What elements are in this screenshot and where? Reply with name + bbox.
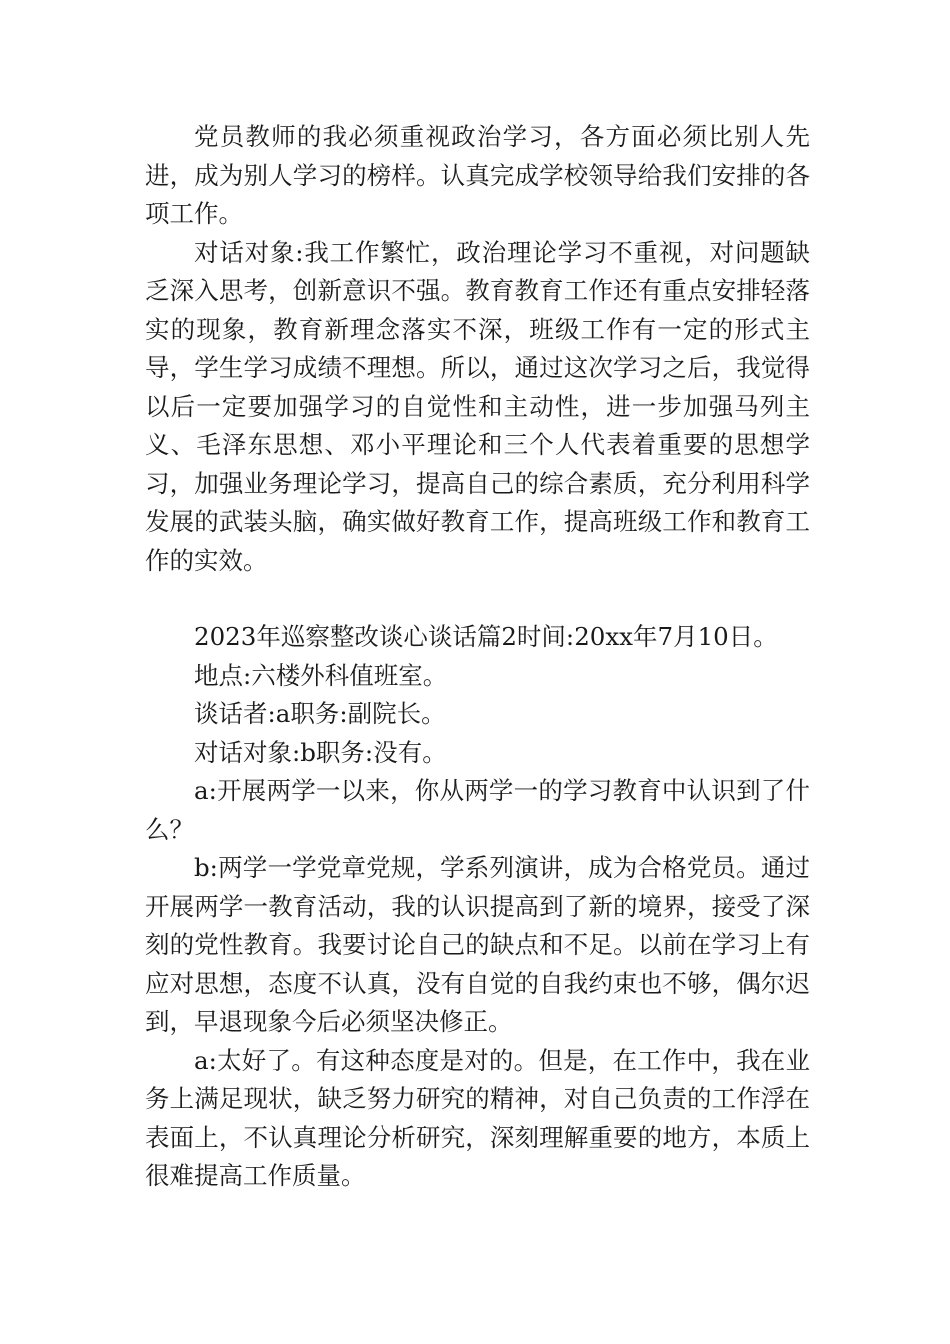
paragraph: b:两学一学党章党规，学系列演讲，成为合格党员。通过开展两学一教育活动，我的认识提高到了新的境界，接受了深刻的党性教育。我要讨论自己的缺点和不足。以前在学习上有应对思想，态度不认真，没有自觉的自我约束也不够，偶尔迟到，早退现象今后必须坚决修正。	[145, 853, 810, 1036]
section-heading-line: 2023年巡察整改谈心谈话篇2时间:20xx年7月10日。	[194, 622, 778, 651]
paragraph: 党员教师的我必须重视政治学习，各方面必须比别人先进，成为别人学习的榜样。认真完成学校领导给我们安排的各项工作。	[145, 122, 810, 228]
speaker-line: 谈话者:a职务:副院长。	[194, 699, 446, 728]
section-second	[145, 618, 810, 1196]
paragraph: 对话对象:我工作繁忙，政治理论学习不重视，对问题缺乏深入思考，创新意识不强。教育教育工作还有重点安排轻落实的现象，教育新理念落实不深，班级工作有一定的形式主导，学生学习成绩不理想。所以，通过这次学习之后，我觉得以后一定要加强学习的自觉性和主动性，进一步加强马列主义、毛泽东思想、邓小平理论和三个人代表着重要的思想学习，加强业务理论学习，提高自己的综合素质，充分利用科学发展的武装头脑，确实做好教育工作，提高班级工作和教育工作的实效。	[145, 237, 810, 575]
location-line: 地点:六楼外科值班室。	[194, 660, 448, 690]
paragraph: a:开展两学一以来，你从两学一的学习教育中认识到了什么？	[145, 776, 810, 844]
interviewee-line: 对话对象:b职务:没有。	[194, 737, 447, 767]
section-first	[145, 118, 810, 580]
paragraph: a:太好了。有这种态度是对的。但是，在工作中，我在业务上满足现状，缺乏努力研究的精神，对自己负责的工作浮在表面上，不认真理论分析研究，深刻理解重要的地方，本质上很难提高工作质量。	[145, 1045, 810, 1190]
document-body	[145, 118, 810, 1196]
